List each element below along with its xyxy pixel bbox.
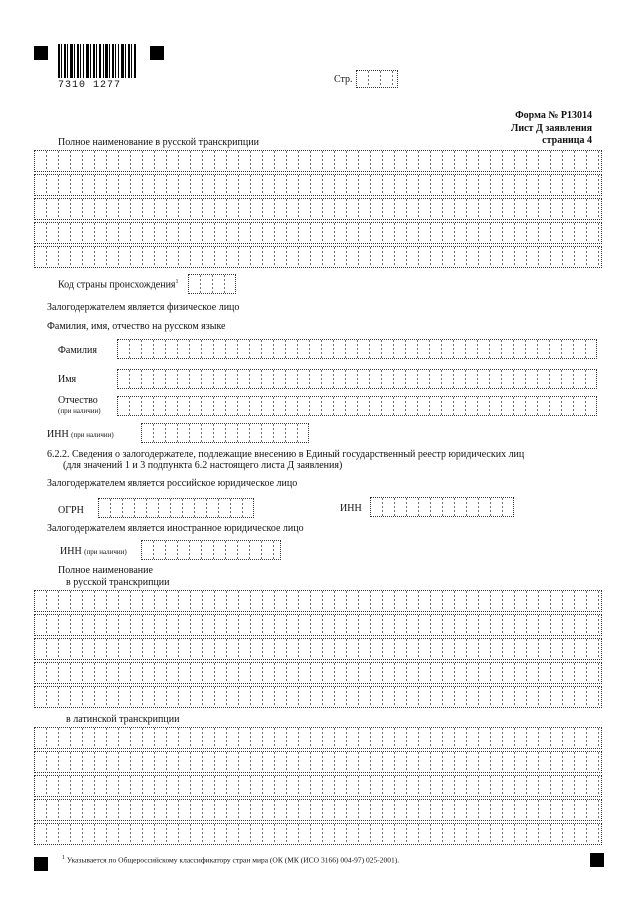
form-title: Форма № Р13014 [515,110,592,121]
russian-entity-inn-label: ИНН [340,503,362,514]
foreign-name-lat-row-3[interactable] [34,775,602,797]
foreign-name-ru-row-2[interactable] [34,614,602,636]
russian-entity-title: Залогодержателем является российское юридическое лицо [47,478,298,489]
full-name-field-row-4[interactable] [34,222,602,244]
foreign-name-lat-row-5[interactable] [34,823,602,845]
foreign-entity-title: Залогодержателем является иностранное юридическое лицо [47,523,304,534]
ogrn-field[interactable] [98,498,254,518]
foreign-name-lat-row-4[interactable] [34,799,602,821]
footnote-marker: 1 [62,855,65,861]
registration-mark-top-left [34,46,48,60]
surname-label: Фамилия [58,345,97,356]
fio-section-label: Фамилия, имя, отчество на русском языке [47,321,226,332]
ogrn-label: ОГРН [58,505,84,516]
page-title: страница 4 [542,135,592,146]
page-number-label: Стр. [334,74,353,85]
page-number-field[interactable] [356,70,398,88]
foreign-name-ru-row-5[interactable] [34,686,602,708]
foreign-entity-inn-label: ИНН (при наличии) [60,546,127,557]
patronymic-field[interactable] [117,396,597,416]
surname-field[interactable] [117,339,597,359]
russian-entity-inn-field[interactable] [370,497,514,517]
foreign-name-lat-row-2[interactable] [34,751,602,773]
first-name-label: Имя [58,374,77,385]
full-name-field-row-3[interactable] [34,198,602,220]
foreign-name-ru-row-4[interactable] [34,662,602,684]
registration-mark-top-right [150,46,164,60]
full-name-field-row-5[interactable] [34,246,602,268]
individual-section-title: Залогодержателем является физическое лицо [47,302,240,313]
section-622-heading-line-1: 6.2.2. Сведения о залогодержателе, подлежащие внесению в Единый государственный реестр юридических лиц [47,449,525,460]
footnote [62,855,399,865]
individual-inn-field[interactable] [141,423,309,443]
foreign-name-ru-row-1[interactable] [34,590,602,612]
barcode-number: 7310 1277 [58,80,122,91]
latin-transcription-label: в латинской транскрипции [66,714,180,725]
individual-inn-label: ИНН (при наличии) [47,429,114,440]
patronymic-note: (при наличии) [58,407,101,415]
full-name-field-row-2[interactable] [34,174,602,196]
footnote-text: Указывается по Общероссийскому классификатору стран мира (ОК (МК (ИСО 3166) 004-97) 025-2001). [66,855,400,865]
full-name-field-row-1[interactable] [34,150,602,172]
foreign-name-lat-row-1[interactable] [34,727,602,749]
section-622-heading-line-2: (для значений 1 и 3 подпункта 6.2 настоящего листа Д заявления) [63,460,343,471]
patronymic-label: Отчество [58,395,98,406]
foreign-entity-inn-field[interactable] [141,540,281,560]
first-name-field[interactable] [117,369,597,389]
foreign-full-name-label: Полное наименование [58,565,153,576]
registration-mark-bottom-left [34,857,48,871]
registration-mark-bottom-right [590,853,604,867]
full-name-label: Полное наименование в русской транскрипции [58,137,259,148]
foreign-name-ru-row-3[interactable] [34,638,602,660]
sheet-title: Лист Д заявления [510,123,592,134]
country-code-label: Код страны происхождения$^1$ [58,279,179,291]
country-code-field[interactable] [188,274,236,294]
russian-transcription-label: в русской транскрипции [66,577,170,588]
barcode [58,44,136,78]
